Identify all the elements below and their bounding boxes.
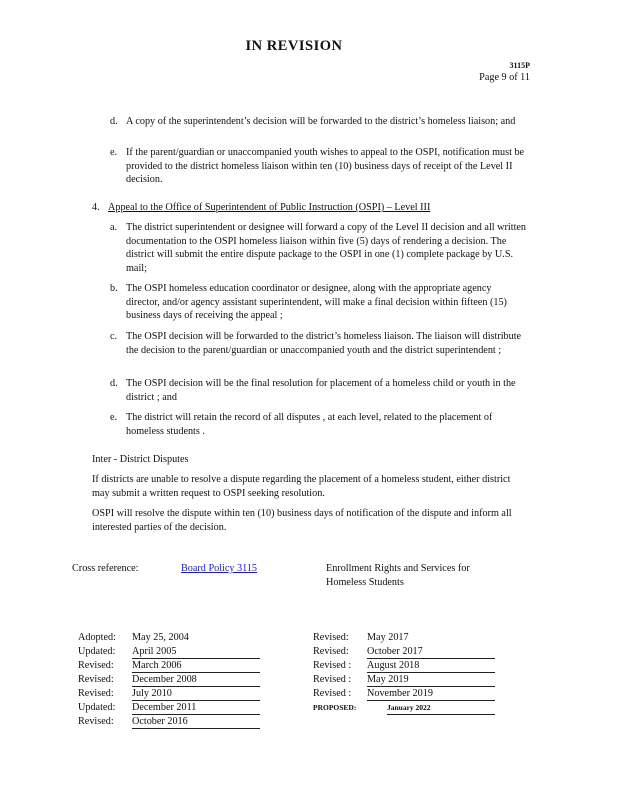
history-value: May 25, 2004: [132, 632, 189, 643]
section-title: Appeal to the Office of Superintendent of Public Instruction (OSPI) – Level III: [108, 202, 431, 213]
history-value: December 2008: [132, 674, 260, 687]
item-text: The district will retain the record of all disputes , at each level, related to the placement of homeless students .: [126, 412, 493, 437]
board-policy-link[interactable]: Board Policy 3115: [181, 563, 258, 574]
proposed-label: PROPOSED:: [313, 703, 357, 712]
history-label: Revised:: [78, 688, 114, 699]
item-text: The OSPI homeless education coordinator or designee, along with the appropriate agency director, and/or agency assistant superintendent, will make a final decision within fifteen (15) business days of receiving the appeal ;: [126, 283, 507, 322]
history-value: October 2017: [367, 646, 495, 659]
item-text: The OSPI decision will be forwarded to the district’s homeless liaison. The liaison will distribute the decision to the parent/guardian or unaccompanied youth and the district superintendent ;: [126, 331, 522, 356]
history-label: Revised :: [313, 660, 352, 671]
item-marker: d.: [110, 378, 118, 389]
history-label: Updated:: [78, 702, 116, 713]
item-text: The district superintendent or designee will forward a copy of the Level II decision and all written documentation to the OSPI homeless liaison within five (5) days of rendering a decision. The district will submit the entire dispute package to the OSPI in one (1) complete package by U.S. mail;: [126, 222, 527, 274]
history-value: April 2005: [132, 646, 260, 659]
section-number: 4.: [92, 202, 100, 213]
history-label: Adopted:: [78, 632, 116, 643]
item-marker: c.: [110, 331, 118, 342]
proposed-value: January 2022: [387, 702, 495, 715]
history-value: May 2017: [367, 632, 409, 643]
history-value: July 2010: [132, 688, 260, 701]
history-label: Revised:: [313, 646, 349, 657]
history-value: May 2019: [367, 674, 495, 687]
history-label: Revised:: [78, 716, 114, 727]
history-value: August 2018: [367, 660, 495, 673]
cross-reference-label: Cross reference:: [72, 563, 139, 574]
history-value: March 2006: [132, 660, 260, 673]
history-label: Revised :: [313, 688, 352, 699]
history-label: Revised :: [313, 674, 352, 685]
item-text: A copy of the superintendent’s decision will be forwarded to the district’s homeless liaison; and: [126, 116, 516, 127]
item-marker: a.: [110, 222, 118, 233]
history-value: October 2016: [132, 716, 260, 729]
history-label: Revised:: [313, 632, 349, 643]
item-marker: b.: [110, 283, 118, 294]
item-marker: d.: [110, 116, 118, 127]
history-label: Revised:: [78, 674, 114, 685]
history-label: Updated:: [78, 646, 116, 657]
subsection-heading: Inter - District Disputes: [92, 454, 189, 465]
history-label: Revised:: [78, 660, 114, 671]
page-number: Page 9 of 11: [479, 72, 530, 83]
history-value: December 2011: [132, 702, 260, 715]
cross-reference-description: Enrollment Rights and Services for Homeless Students: [326, 563, 470, 588]
item-text: The OSPI decision will be the final resolution for placement of a homeless child or youth in the district ; and: [126, 378, 516, 403]
policy-code: 3115P: [509, 61, 530, 70]
item-marker: e.: [110, 412, 118, 423]
paragraph: OSPI will resolve the dispute within ten (10) business days of notification of the dispute and inform all interested parties of the decision.: [92, 508, 512, 533]
paragraph: If districts are unable to resolve a dispute regarding the placement of a homeless student, either district may submit a written request to OSPI seeking resolution.: [92, 474, 511, 499]
page-title: IN REVISION: [245, 38, 343, 54]
history-value: November 2019: [367, 688, 495, 701]
item-text: If the parent/guardian or unaccompanied youth wishes to appeal to the OSPI, notification must be provided to the district homeless liaison within ten (10) business days of receipt of the Level II decision.: [126, 147, 525, 186]
item-marker: e.: [110, 147, 118, 158]
